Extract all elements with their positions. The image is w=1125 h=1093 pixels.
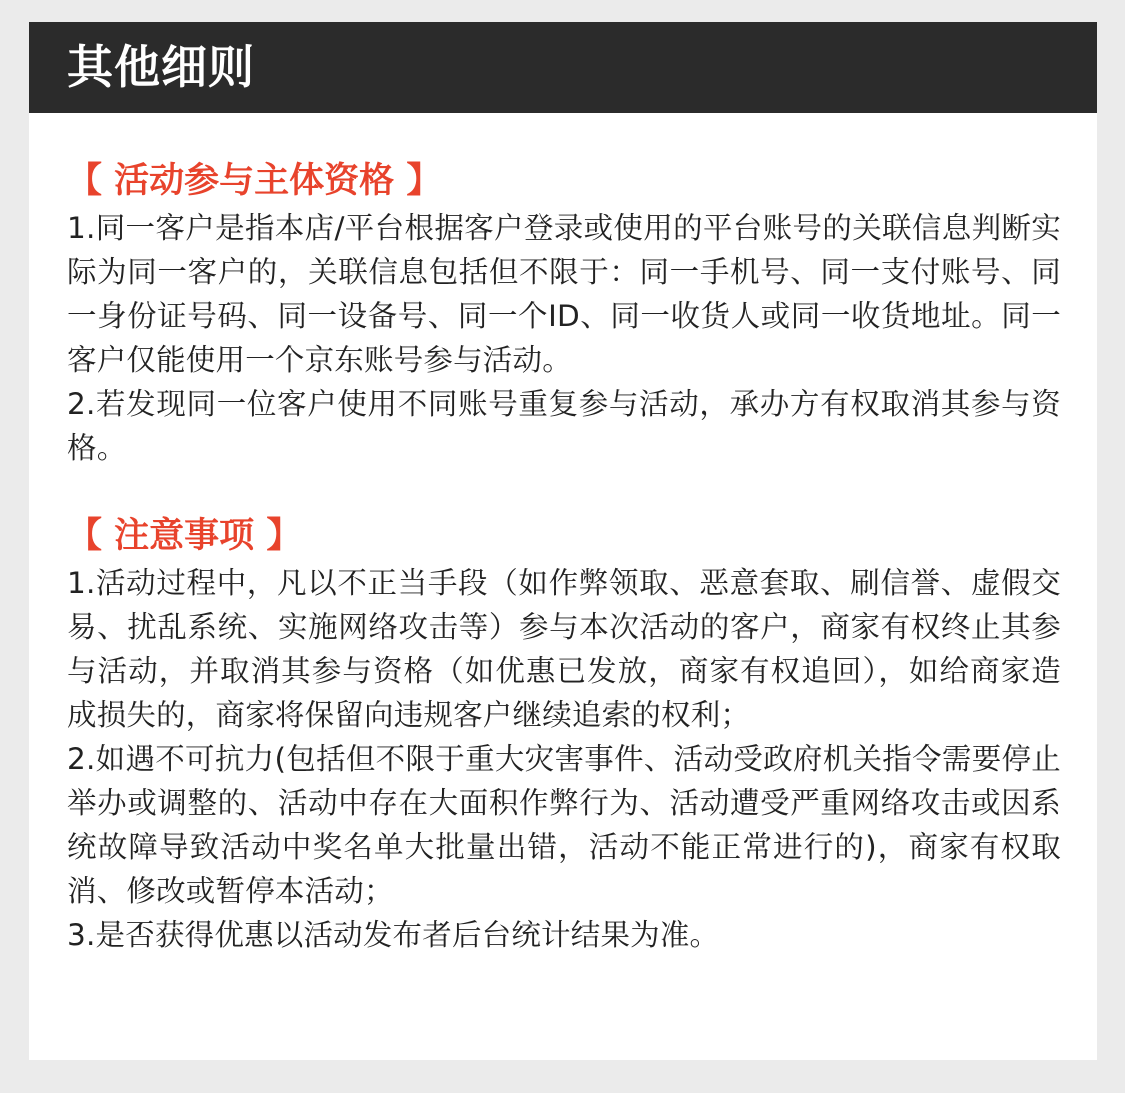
rules-card [29, 22, 1097, 1060]
section-divider-space [67, 470, 1061, 512]
eligibility-rule-1: 1.同一客户是指本店/平台根据客户登录或使用的平台账号的关联信息判断实际为同一客户的，关联信息包括但不限于：同一手机号、同一支付账号、同一身份证号码、同一设备号、同一个ID、同一收货人或同一收货地址。同一客户仅能使用一个京东账号参与活动。 [67, 211, 1061, 377]
notes-rule-3: 3.是否获得优惠以活动发布者后台统计结果为准。 [67, 918, 720, 952]
rules-content [67, 157, 1061, 957]
header-bar [29, 22, 1097, 113]
section-title-notes: 【 注意事项 】 [67, 516, 302, 556]
notes-rule-2: 2.如遇不可抗力(包括但不限于重大灾害事件、活动受政府机关指令需要停止举办或调整的、活动中存在大面积作弊行为、活动遭受严重网络攻击或因系统故障导致活动中奖名单大批量出错，活动不能正常进行的)，商家有权取消、修改或暂停本活动； [67, 742, 1061, 908]
section-eligibility [67, 157, 1061, 470]
section-title-eligibility: 【 活动参与主体资格 】 [67, 161, 442, 201]
eligibility-rule-2: 2.若发现同一位客户使用不同账号重复参与活动，承办方有权取消其参与资格。 [67, 387, 1061, 465]
section-notes [67, 512, 1061, 957]
notes-rule-1: 1.活动过程中，凡以不正当手段（如作弊领取、恶意套取、刷信誉、虚假交易、扰乱系统、实施网络攻击等）参与本次活动的客户，商家有权终止其参与活动，并取消其参与资格（如优惠已发放，商家有权追回），如给商家造成损失的，商家将保留向违规客户继续追索的权利； [67, 566, 1061, 732]
page-title: 其他细则 [67, 40, 255, 94]
